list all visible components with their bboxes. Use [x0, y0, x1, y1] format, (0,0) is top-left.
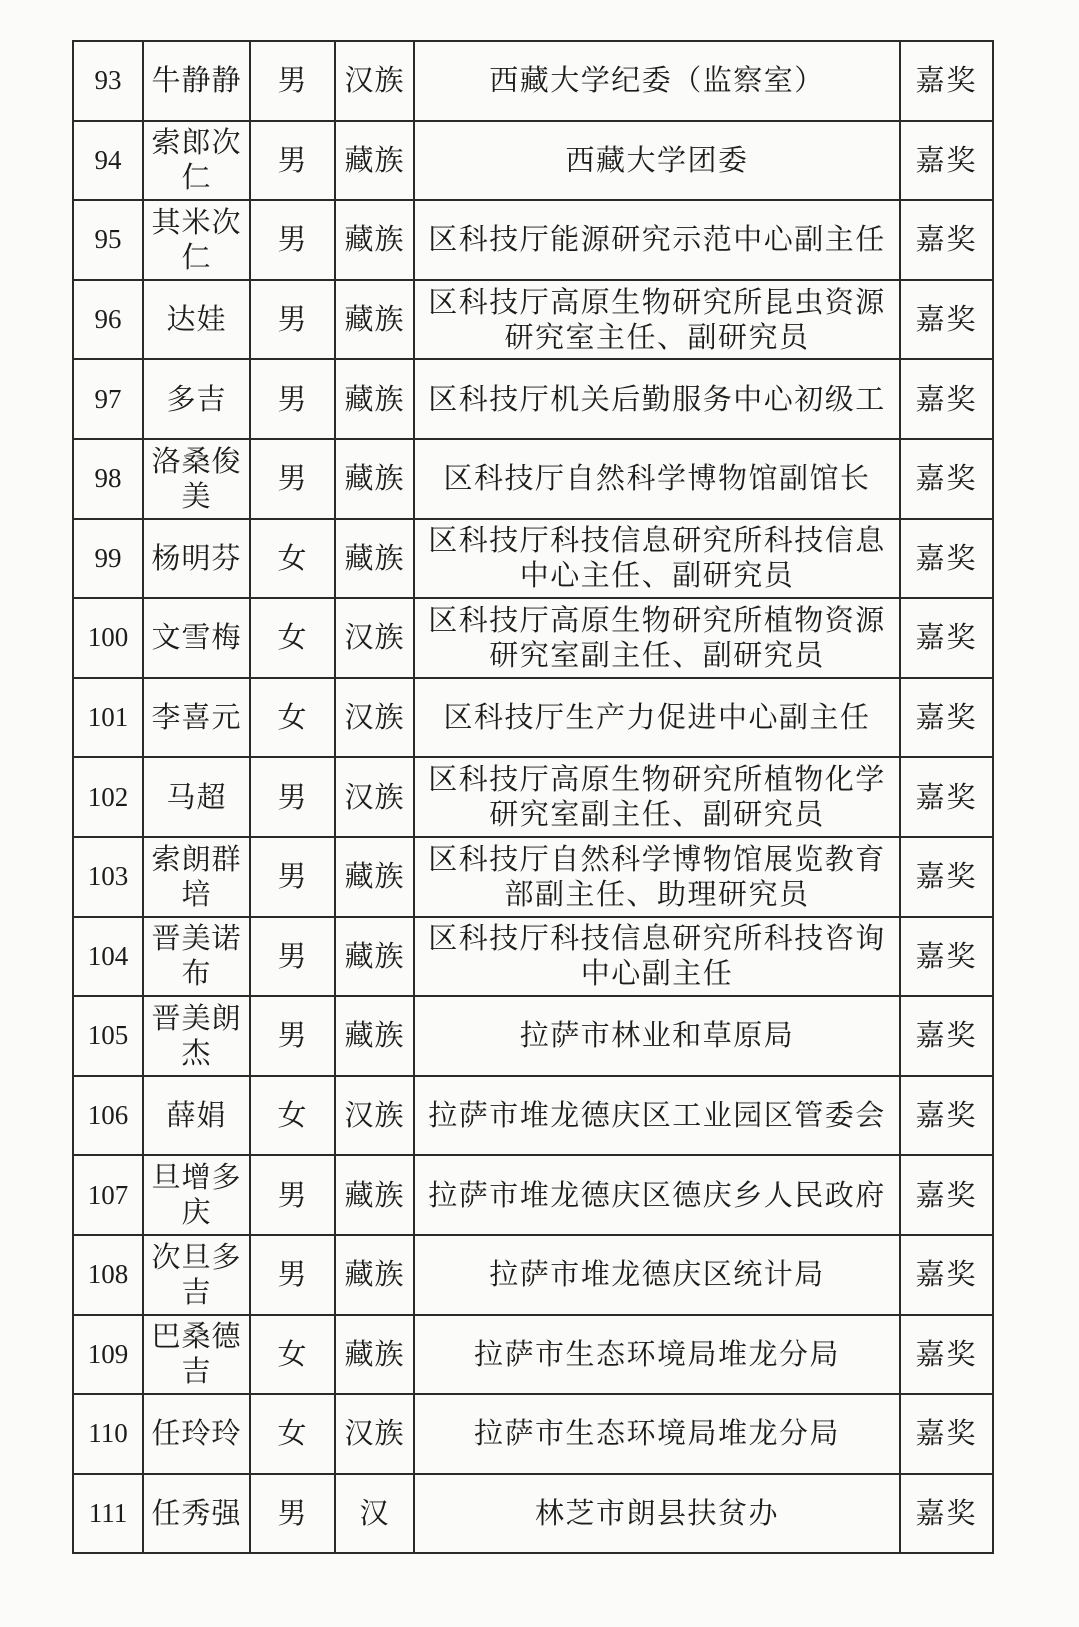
person-name-cell: [143, 598, 250, 678]
person-name: 牛静静: [151, 63, 242, 98]
table-row: [73, 1235, 993, 1315]
person-name: 杨明芬: [151, 540, 242, 575]
award: 嘉奖: [915, 1257, 978, 1292]
award: 嘉奖: [915, 222, 978, 257]
table-row: [73, 996, 993, 1076]
person-name-cell: [143, 1235, 250, 1315]
work-unit-cell: [414, 1235, 900, 1315]
work-unit: 拉萨市堆龙德庆区统计局: [489, 1257, 825, 1292]
work-unit: 区科技厅自然科学博物馆展览教育部副主任、助理研究员: [428, 841, 886, 911]
work-unit: 区科技厅科技信息研究所科技信息中心主任、副研究员: [428, 523, 886, 593]
award: 嘉奖: [915, 938, 978, 973]
work-unit: 林芝市朗县扶贫办: [534, 1495, 779, 1530]
row-number-cell: [73, 1076, 143, 1156]
work-unit: 区科技厅高原生物研究所植物资源研究室副主任、副研究员: [428, 602, 886, 672]
row-number-cell: [73, 598, 143, 678]
gender: 男: [277, 381, 308, 416]
ethnicity: 藏族: [344, 381, 405, 416]
row-number: 101: [87, 702, 129, 733]
ethnicity-cell: [335, 678, 414, 758]
ethnicity: 汉族: [344, 700, 405, 735]
gender: 男: [277, 461, 308, 496]
ethnicity: 藏族: [344, 1018, 405, 1053]
row-number-cell: [73, 280, 143, 360]
person-name-cell: [143, 1315, 250, 1395]
ethnicity: 藏族: [344, 859, 405, 894]
award: 嘉奖: [915, 1495, 978, 1530]
work-unit-cell: [414, 1474, 900, 1554]
row-number-cell: [73, 200, 143, 280]
commendation-table: [72, 40, 994, 1554]
work-unit-cell: [414, 837, 900, 917]
person-name-cell: [143, 678, 250, 758]
work-unit-cell: [414, 996, 900, 1076]
person-name: 薛娟: [166, 1098, 227, 1133]
work-unit: 拉萨市林业和草原局: [519, 1018, 795, 1053]
work-unit-cell: [414, 1155, 900, 1235]
award-cell: [900, 1076, 993, 1156]
work-unit: 区科技厅能源研究示范中心副主任: [428, 222, 886, 257]
award-cell: [900, 1235, 993, 1315]
award: 嘉奖: [915, 1416, 978, 1451]
gender-cell: [250, 996, 335, 1076]
table-row: [73, 1076, 993, 1156]
person-name: 索郎次仁: [151, 125, 242, 195]
gender: 男: [277, 1495, 308, 1530]
work-unit-cell: [414, 678, 900, 758]
row-number: 100: [87, 622, 129, 653]
award: 嘉奖: [915, 63, 978, 98]
gender-cell: [250, 121, 335, 201]
ethnicity-cell: [335, 837, 414, 917]
person-name: 晋美诺布: [151, 921, 242, 991]
award-cell: [900, 1394, 993, 1474]
person-name-cell: [143, 439, 250, 519]
ethnicity: 藏族: [344, 1177, 405, 1212]
table-row: [73, 121, 993, 201]
award: 嘉奖: [915, 1018, 978, 1053]
person-name-cell: [143, 1076, 250, 1156]
gender-cell: [250, 1394, 335, 1474]
gender: 男: [277, 63, 308, 98]
row-number: 95: [94, 224, 122, 255]
work-unit: 区科技厅高原生物研究所植物化学研究室副主任、副研究员: [428, 762, 886, 832]
person-name: 巴桑德吉: [151, 1319, 242, 1389]
award-cell: [900, 1315, 993, 1395]
award-cell: [900, 598, 993, 678]
ethnicity-cell: [335, 1076, 414, 1156]
work-unit-cell: [414, 200, 900, 280]
table-row: [73, 678, 993, 758]
gender: 女: [277, 1098, 308, 1133]
row-number: 105: [87, 1020, 129, 1051]
work-unit-cell: [414, 757, 900, 837]
ethnicity: 藏族: [344, 938, 405, 973]
row-number: 99: [94, 542, 122, 573]
row-number: 109: [87, 1338, 129, 1369]
work-unit-cell: [414, 280, 900, 360]
work-unit-cell: [414, 519, 900, 599]
work-unit: 区科技厅自然科学博物馆副馆长: [443, 461, 871, 496]
award: 嘉奖: [915, 1177, 978, 1212]
ethnicity-cell: [335, 121, 414, 201]
gender: 男: [277, 1018, 308, 1053]
work-unit: 拉萨市生态环境局堆龙分局: [473, 1336, 840, 1371]
person-name: 次旦多吉: [151, 1239, 242, 1309]
row-number-cell: [73, 917, 143, 997]
gender: 女: [277, 700, 308, 735]
person-name-cell: [143, 359, 250, 439]
row-number-cell: [73, 519, 143, 599]
ethnicity-cell: [335, 1235, 414, 1315]
work-unit-cell: [414, 598, 900, 678]
gender: 男: [277, 779, 308, 814]
ethnicity-cell: [335, 1155, 414, 1235]
ethnicity-cell: [335, 917, 414, 997]
ethnicity: 藏族: [344, 302, 405, 337]
table-row: [73, 519, 993, 599]
work-unit: 区科技厅生产力促进中心副主任: [443, 700, 871, 735]
row-number: 102: [87, 781, 129, 812]
row-number: 108: [87, 1259, 129, 1290]
gender-cell: [250, 757, 335, 837]
ethnicity-cell: [335, 200, 414, 280]
person-name: 李喜元: [151, 700, 242, 735]
award: 嘉奖: [915, 1336, 978, 1371]
work-unit-cell: [414, 1394, 900, 1474]
work-unit: 区科技厅高原生物研究所昆虫资源研究室主任、副研究员: [428, 284, 886, 354]
row-number: 103: [87, 861, 129, 892]
ethnicity-cell: [335, 996, 414, 1076]
gender: 女: [277, 540, 308, 575]
person-name: 多吉: [166, 381, 227, 416]
award-cell: [900, 280, 993, 360]
gender-cell: [250, 1315, 335, 1395]
award-cell: [900, 757, 993, 837]
ethnicity: 藏族: [344, 1257, 405, 1292]
gender-cell: [250, 1474, 335, 1554]
ethnicity-cell: [335, 1394, 414, 1474]
work-unit-cell: [414, 917, 900, 997]
award: 嘉奖: [915, 859, 978, 894]
gender-cell: [250, 359, 335, 439]
gender: 男: [277, 938, 308, 973]
ethnicity-cell: [335, 1315, 414, 1395]
gender: 女: [277, 620, 308, 655]
award-cell: [900, 359, 993, 439]
person-name: 马超: [166, 779, 227, 814]
row-number: 107: [87, 1179, 129, 1210]
person-name: 索朗群培: [151, 841, 242, 911]
ethnicity: 汉族: [344, 1098, 405, 1133]
row-number: 94: [94, 144, 122, 175]
row-number-cell: [73, 439, 143, 519]
award: 嘉奖: [915, 779, 978, 814]
row-number-cell: [73, 359, 143, 439]
row-number: 106: [87, 1100, 129, 1131]
award-cell: [900, 439, 993, 519]
work-unit: 拉萨市堆龙德庆区工业园区管委会: [428, 1098, 886, 1133]
ethnicity-cell: [335, 757, 414, 837]
gender: 男: [277, 222, 308, 257]
table-row: [73, 1315, 993, 1395]
ethnicity-cell: [335, 280, 414, 360]
award: 嘉奖: [915, 540, 978, 575]
row-number-cell: [73, 121, 143, 201]
person-name-cell: [143, 1394, 250, 1474]
ethnicity: 汉族: [344, 620, 405, 655]
row-number-cell: [73, 678, 143, 758]
row-number-cell: [73, 1155, 143, 1235]
award-cell: [900, 1474, 993, 1554]
person-name: 任玲玲: [151, 1416, 242, 1451]
row-number-cell: [73, 996, 143, 1076]
award: 嘉奖: [915, 700, 978, 735]
person-name-cell: [143, 757, 250, 837]
row-number: 97: [94, 383, 122, 414]
gender-cell: [250, 598, 335, 678]
person-name: 晋美朗杰: [151, 1000, 242, 1070]
table-row: [73, 280, 993, 360]
work-unit: 拉萨市堆龙德庆区德庆乡人民政府: [428, 1177, 886, 1212]
gender-cell: [250, 678, 335, 758]
row-number-cell: [73, 1474, 143, 1554]
row-number-cell: [73, 41, 143, 121]
table-row: [73, 1155, 993, 1235]
row-number-cell: [73, 837, 143, 917]
ethnicity-cell: [335, 519, 414, 599]
ethnicity: 藏族: [344, 222, 405, 257]
gender-cell: [250, 41, 335, 121]
gender-cell: [250, 519, 335, 599]
ethnicity-cell: [335, 598, 414, 678]
table-row: [73, 1394, 993, 1474]
person-name-cell: [143, 519, 250, 599]
table-row: [73, 837, 993, 917]
row-number-cell: [73, 757, 143, 837]
work-unit-cell: [414, 1315, 900, 1395]
gender: 男: [277, 142, 308, 177]
person-name-cell: [143, 1155, 250, 1235]
table-row: [73, 439, 993, 519]
ethnicity: 藏族: [344, 461, 405, 496]
row-number: 96: [94, 304, 122, 335]
ethnicity: 汉: [359, 1495, 390, 1530]
person-name-cell: [143, 917, 250, 997]
table-row: [73, 200, 993, 280]
work-unit-cell: [414, 41, 900, 121]
award: 嘉奖: [915, 381, 978, 416]
work-unit: 西藏大学团委: [565, 142, 749, 177]
work-unit: 拉萨市生态环境局堆龙分局: [473, 1416, 840, 1451]
award-cell: [900, 121, 993, 201]
person-name: 任秀强: [151, 1495, 242, 1530]
person-name-cell: [143, 1474, 250, 1554]
ethnicity-cell: [335, 1474, 414, 1554]
person-name-cell: [143, 121, 250, 201]
row-number-cell: [73, 1315, 143, 1395]
work-unit-cell: [414, 121, 900, 201]
row-number: 111: [88, 1497, 128, 1528]
award-cell: [900, 519, 993, 599]
gender-cell: [250, 837, 335, 917]
person-name: 文雪梅: [151, 620, 242, 655]
work-unit: 区科技厅机关后勤服务中心初级工: [428, 381, 886, 416]
work-unit: 西藏大学纪委（监察室）: [489, 63, 825, 98]
table-row: [73, 917, 993, 997]
award: 嘉奖: [915, 1098, 978, 1133]
award-cell: [900, 41, 993, 121]
ethnicity: 汉族: [344, 779, 405, 814]
person-name-cell: [143, 200, 250, 280]
table-row: [73, 359, 993, 439]
award: 嘉奖: [915, 142, 978, 177]
work-unit-cell: [414, 439, 900, 519]
row-number: 98: [94, 463, 122, 494]
row-number: 110: [88, 1418, 128, 1449]
gender-cell: [250, 439, 335, 519]
gender: 男: [277, 1257, 308, 1292]
person-name: 其米次仁: [151, 204, 242, 274]
person-name: 旦增多庆: [151, 1160, 242, 1230]
award-cell: [900, 678, 993, 758]
table-row: [73, 41, 993, 121]
gender-cell: [250, 917, 335, 997]
person-name: 达娃: [166, 302, 227, 337]
award-cell: [900, 1155, 993, 1235]
person-name-cell: [143, 837, 250, 917]
person-name-cell: [143, 280, 250, 360]
work-unit-cell: [414, 359, 900, 439]
award-cell: [900, 917, 993, 997]
award: 嘉奖: [915, 302, 978, 337]
table-body: [73, 41, 993, 1553]
gender-cell: [250, 1155, 335, 1235]
person-name: 洛桑俊美: [151, 443, 242, 513]
ethnicity: 藏族: [344, 540, 405, 575]
work-unit: 区科技厅科技信息研究所科技咨询中心副主任: [428, 921, 886, 991]
gender-cell: [250, 1076, 335, 1156]
ethnicity: 藏族: [344, 142, 405, 177]
award: 嘉奖: [915, 620, 978, 655]
award: 嘉奖: [915, 461, 978, 496]
gender: 男: [277, 302, 308, 337]
ethnicity: 汉族: [344, 1416, 405, 1451]
gender: 女: [277, 1416, 308, 1451]
gender-cell: [250, 280, 335, 360]
row-number: 104: [87, 940, 129, 971]
ethnicity: 藏族: [344, 1336, 405, 1371]
work-unit-cell: [414, 1076, 900, 1156]
ethnicity-cell: [335, 439, 414, 519]
award-cell: [900, 996, 993, 1076]
person-name-cell: [143, 41, 250, 121]
gender-cell: [250, 1235, 335, 1315]
row-number-cell: [73, 1394, 143, 1474]
table-row: [73, 757, 993, 837]
gender: 男: [277, 1177, 308, 1212]
gender-cell: [250, 200, 335, 280]
gender: 男: [277, 859, 308, 894]
person-name-cell: [143, 996, 250, 1076]
row-number: 93: [94, 65, 122, 96]
ethnicity: 汉族: [344, 63, 405, 98]
ethnicity-cell: [335, 41, 414, 121]
row-number-cell: [73, 1235, 143, 1315]
ethnicity-cell: [335, 359, 414, 439]
award-cell: [900, 837, 993, 917]
award-cell: [900, 200, 993, 280]
gender: 女: [277, 1336, 308, 1371]
table-row: [73, 598, 993, 678]
table-row: [73, 1474, 993, 1554]
